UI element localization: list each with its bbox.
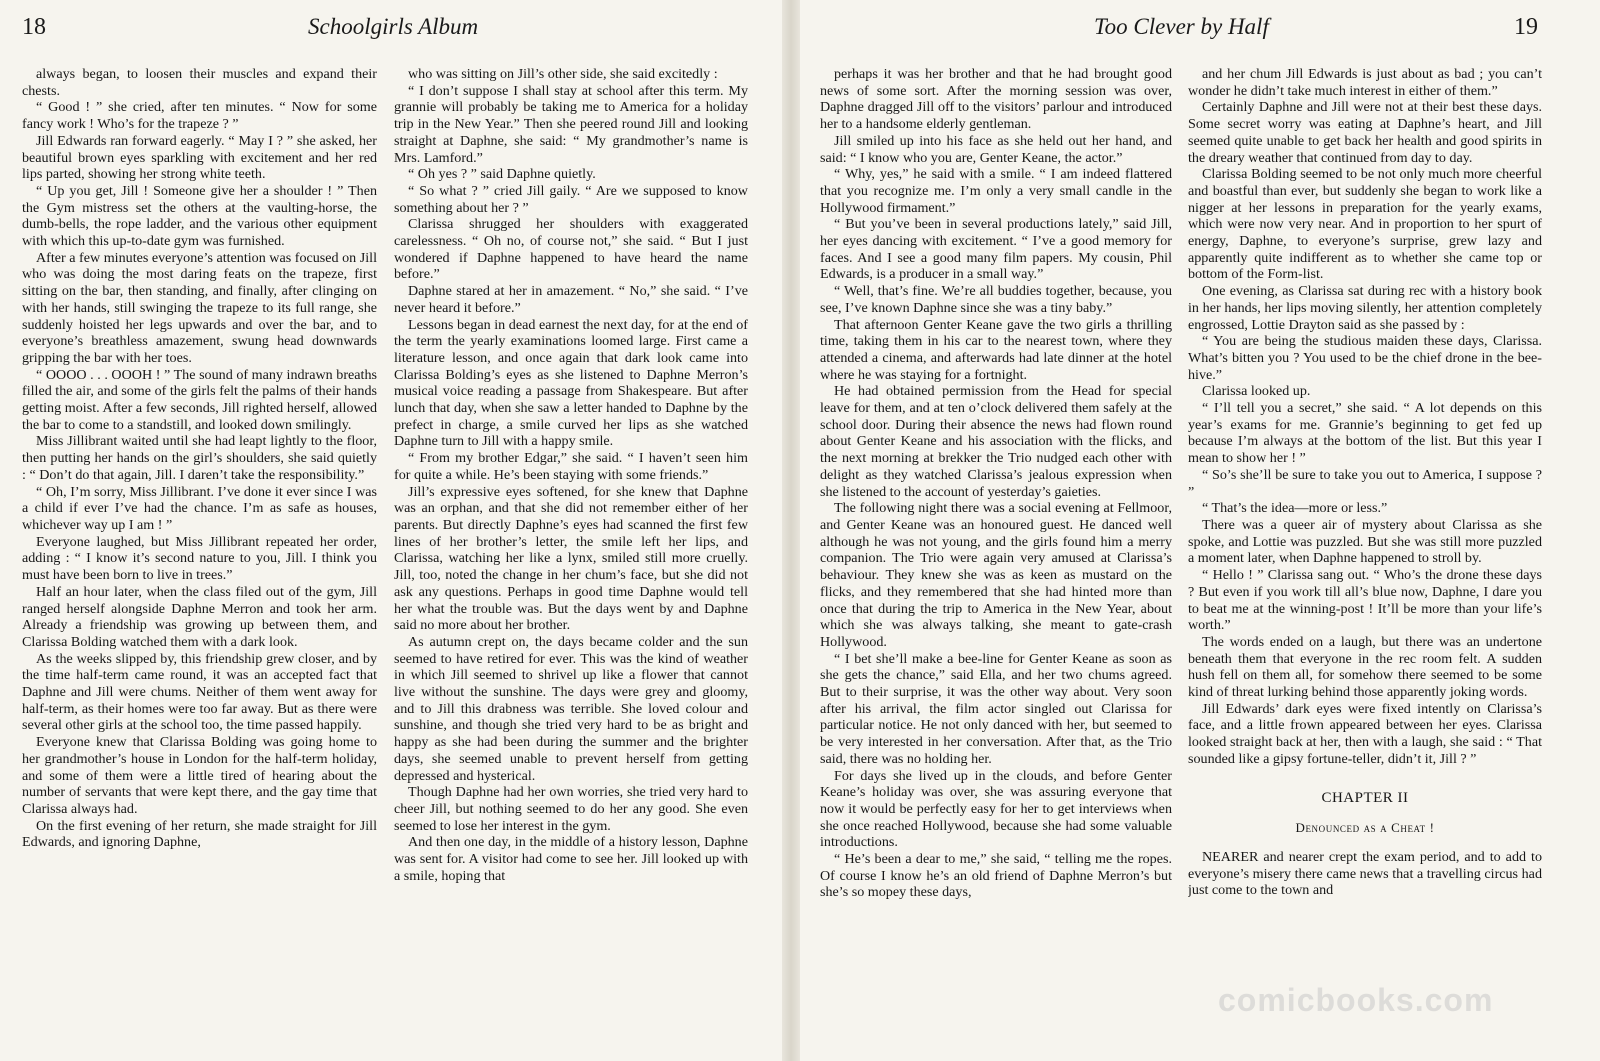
paragraph: “ Why, yes,” he said with a smile. “ I am indeed flattered that you recognize me. I’m only a very small candle in the Hollywood firmament.” (820, 166, 1172, 216)
paragraph: “ Good ! ” she cried, after ten minutes. “ Now for some fancy work ! Who’s for the trapeze ? ” (22, 99, 377, 133)
paragraph: One evening, as Clarissa sat during rec with a history book in her hands, her lips moving silently, her attention completely engrossed, Lottie Drayton said as she passed by : (1188, 283, 1542, 333)
text-column-3 (820, 66, 1172, 1046)
paragraph: As autumn crept on, the days became colder and the sun seemed to have retired for ever. This was the kind of weather in which Jill seemed to shrivel up like a flower that cannot live without the sunshine. The days were grey and gloomy, and to Jill this drabness was terrible. She loved colour and sunshine, and though she tried very hard to be as bright and happy as she had been during the summer and the brighter days, she seemed unable to prevent herself from getting depressed and hysterical. (394, 633, 748, 784)
paragraph: “ OOOO . . . OOOH ! ” The sound of many indrawn breaths filled the air, and some of the girls felt the palms of their hands getting moist. After a few seconds, Jill righted herself, allowed the bar to come to a standstill, and looked down smilingly. (22, 366, 377, 433)
paragraph: always began, to loosen their muscles and expand their chests. (22, 66, 377, 99)
paragraph: “ Well, that’s fine. We’re all buddies together, because, you see, I’ve known Daphne since she was a tiny baby.” (820, 283, 1172, 316)
column-4-paragraphs (1188, 66, 1542, 768)
paragraph: “ Hello ! ” Clarissa sang out. “ Who’s the drone these days ? But even if you work till all’s blue now, Daphne, I dare you to beat me at the winning-post ! It’ll be more than your life’s worth.” (1188, 567, 1542, 634)
paragraph: Miss Jillibrant waited until she had leapt lightly to the floor, then putting her hands on the girl’s shoulders, she said quietly : “ Don’t do that again, Jill. I daren’t take the responsibility.” (22, 433, 377, 483)
left-page (0, 0, 782, 1061)
page-number-right: 19 (1514, 14, 1538, 40)
paragraph: Jill Edwards ran forward eagerly. “ May I ? ” she asked, her beautiful brown eyes sparkling with excitement and her red lips parted, showing her strong white teeth. (22, 132, 377, 183)
paragraph: “ Oh yes ? ” said Daphne quietly. (408, 166, 596, 183)
text-column-2 (394, 66, 748, 1046)
page-number-left: 18 (22, 14, 46, 40)
paragraph: and her chum Jill Edwards is just about as bad ; you can’t wonder he didn’t take much interest in either of them.” (1188, 66, 1542, 99)
running-title-left: Schoolgirls Album (308, 14, 479, 39)
paragraph: perhaps it was her brother and that he had brought good news of some sort. After the morning session was over, Daphne dragged Jill off to the visitors’ parlour and introduced her to a handsome elderly gentleman. (820, 66, 1172, 133)
paragraph: Clarissa looked up. (1202, 383, 1311, 400)
paragraph: For days she lived up in the clouds, and before Genter Keane’s holiday was over, she was assuring everyone that now it would be perfectly easy for her to get interviews when she once reached Hollywood, because she had some valuable introductions. (820, 767, 1172, 851)
paragraph: “ Up you get, Jill ! Someone give her a shoulder ! ” Then the Gym mistress set the others at the vaulting-horse, the dumb-bells, the rope ladder, and the various other equipment with which this up-to-date gym was furnished. (22, 182, 377, 250)
paragraph: That afternoon Genter Keane gave the two girls a thrilling time, taking them in his car to the nearest town, where they attended a cinema, and afterwards had late dinner at the hotel where he was staying for a fortnight. (820, 316, 1172, 383)
chapter-heading: CHAPTER II (1321, 789, 1409, 806)
paragraph: “ He’s been a dear to me,” she said, “ telling me the ropes. Of course I know he’s an old friend of Daphne Merron’s but she’s so mopey these days, (820, 851, 1172, 901)
paragraph: Daphne stared at her in amazement. “ No,” she said. “ I’ve never heard it before.” (394, 283, 748, 316)
paragraph: who was sitting on Jill’s other side, she said excitedly : (408, 66, 718, 82)
paragraph: Clarissa Bolding seemed to be not only much more cheerful and boastful than ever, but suddenly she began to work like a nigger at her lessons in preparation for the yearly exams, which were now very near. And in proportion to her spurt of energy, Daphne, to everyone’s surprise, grew lazy and apparently quite indifferent as to whether she came top or bottom of the Form-list. (1188, 166, 1542, 283)
paragraph: “ I bet she’ll make a bee-line for Genter Keane as soon as she gets the chance,” said Ella, and her two chums agreed. But to their surprise, it was the other way about. Very soon after his arrival, the film actor singled out Clarissa for particular notice. He not only danced with her, but seemed to be very interested in her conversation. After that, as the Trio said, there was no holding her. (820, 650, 1172, 767)
paragraph: “ From my brother Edgar,” she said. “ I haven’t seen him for quite a while. He’s been staying with some friends.” (394, 450, 748, 483)
paragraph: Jill Edwards’ dark eyes were fixed intently on Clarissa’s face, and a little frown appeared between her eyes. Clarissa looked straight back at her, then with a laugh, she said : “ That sounded like a gipsy fortune-teller, didn’t it, Jill ? ” (1188, 700, 1542, 767)
paragraph: “ I don’t suppose I shall stay at school after this term. My grannie will probably be taking me to America for a holiday trip in the New Year.” Then she peered round Jill and looking straight at Daphne, she said: “ My grandmother’s name is Mrs. Lamford.” (394, 82, 748, 166)
paragraph: There was a queer air of mystery about Clarissa as she spoke, and Lottie was puzzled. But she was still more puzzled a moment later, when Daphne happened to stroll by. (1188, 516, 1542, 567)
paragraph: The following night there was a social evening at Fellmoor, and Genter Keane was an honoured guest. He danced well although he was not young, and the girls found him a merry companion. The Trio were again very amused at Clarissa’s behaviour. They knew she was as keen as mustard on the flicks, and they remembered that she had hinted more than once that during the trip to America in the New Year, about which she was always talking, she meant to gate-crash Hollywood. (820, 500, 1172, 650)
paragraph: Certainly Daphne and Jill were not at their best these days. Some secret worry was eating at Daphne’s heart, and Jill seemed quite unable to get back her health and good spirits in the dreary weather that continued from day to day. (1188, 99, 1542, 166)
paragraph: Half an hour later, when the class filed out of the gym, Jill ranged herself alongside Daphne Merron and took her arm. Already a friendship was growing up between them, and Clarissa Bolding watched them with a dark look. (22, 583, 377, 650)
paragraph: The words ended on a laugh, but there was an undertone beneath them that everyone in the rec room felt. A sudden hush fell on them all, for somehow there seemed to be some kind of threat lurking behind those apparently joking words. (1188, 633, 1542, 701)
watermark: comicbooks.com (1218, 982, 1494, 1018)
paragraph: “ So what ? ” cried Jill gaily. “ Are we supposed to know something about her ? ” (394, 182, 748, 216)
paragraph: “ Oh, I’m sorry, Miss Jillibrant. I’ve done it ever since I was a child if ever I’ve had the chance. I’m as safe as houses, whichever way up I am ! ” (22, 483, 377, 533)
paragraph: Though Daphne had her own worries, she tried very hard to cheer Jill, but nothing seemed to do her any good. She even seemed to lose her interest in the gym. (394, 784, 748, 834)
chapter-subtitle: Denounced as a Cheat ! (1295, 820, 1435, 836)
paragraph: He had obtained permission from the Head for special leave for them, and at ten o’clock delivered them safely at the school door. During their absence the news had flown round about Genter Keane and his association with the flicks, and the next morning at brekker the Trio nudged each other with delight as they watched Clarissa’s jealous expression when she listened to the account of yesterday’s gaieties. (820, 383, 1172, 500)
paragraph: And then one day, in the middle of a history lesson, Daphne was sent for. A visitor had come to see her. Jill looked up with a smile, hoping that (394, 834, 748, 884)
paragraph: “ But you’ve been in several productions lately,” said Jill, her eyes dancing with excitement. “ I’ve a good memory for faces. And I see a good many film papers. My cousin, Phil Edwards, is a producer in a small way.” (820, 216, 1172, 283)
paragraph: Everyone knew that Clarissa Bolding was going home to her grandmother’s house in London for the half-term holiday, and some of them were a little tired of hearing about the number of servants that were kept there, and the gay time that Clarissa always had. (22, 734, 377, 817)
text-column-1 (22, 66, 377, 1046)
chapter-opening-paragraph: NEARER and nearer crept the exam period, and to add to everyone’s misery there came news that a travelling circus had just come to the town and (1188, 848, 1542, 899)
paragraph: On the first evening of her return, she made straight for Jill Edwards, and ignoring Daphne, (22, 817, 377, 851)
running-title-right: Too Clever by Half (1094, 14, 1269, 39)
paragraph: “ I’ll tell you a secret,” she said. “ A lot depends on this year’s exams for me. Grannie’s beginning to get fed up because I’m always at the bottom of the list. But this year I mean to show her ! ” (1188, 400, 1542, 467)
paragraph: As the weeks slipped by, this friendship grew closer, and by the time half-term came round, it was an accepted fact that Daphne and Jill were chums. Neither of them went away for half-term, as their homes were too far away. But as there were several other girls at the school too, the time passed happily. (22, 650, 377, 734)
paragraph: Everyone laughed, but Miss Jillibrant repeated her order, adding : “ I know it’s second nature to you, Jill. I think you must have been born to live in trees.” (22, 533, 377, 584)
paragraph: “ That’s the idea—more or less.” (1202, 500, 1388, 517)
paragraph: “ You are being the studious maiden these days, Clarissa. What’s bitten you ? You used to be the chief drone in the bee-hive.” (1188, 333, 1542, 383)
paragraph: Jill’s expressive eyes softened, for she knew that Daphne was an orphan, and that she did not remember either of her parents. But directly Daphne’s eyes had scanned the first few lines of her brother’s letter, the smile left her lips, and Clarissa, watching her like a lynx, smiled still more cruelly. Jill, too, noted the change in her chum’s face, but she did not ask any questions. Perhaps in good time Daphne would tell her what the trouble was. But the days went by and Daphne said no more about her brother. (394, 483, 748, 634)
paragraph: Clarissa shrugged her shoulders with exaggerated carelessness. “ Oh no, of course not,” she said. “ But I just wondered if Daphne happened to have heard the name before.” (394, 216, 748, 283)
paragraph: After a few minutes everyone’s attention was focused on Jill who was doing the most daring feats on the trapeze, first sitting on the bar, then standing, and finally, after clinging on with her hands, still swinging the trapeze to its full range, she suddenly hoisted her legs upwards and over the bar, and to everyone’s breathless amazement, swung head downwards gripping the bar with her toes. (22, 249, 377, 366)
paragraph: Jill smiled up into his face as she held out her hand, and said: “ I know who you are, Genter Keane, the actor.” (820, 132, 1172, 166)
text-column-4 (1188, 66, 1542, 1046)
right-page (800, 0, 1600, 1061)
paragraph: Lessons began in dead earnest the next day, for at the end of the term the yearly examinations loomed large. First came a literature lesson, and once again that dark look came into Clarissa Bolding’s eyes as she listened to Daphne Merron’s musical voice reading a passage from Shakespeare. But after lunch that day, when she saw a letter handed to Daphne by the prefect in charge, a smile curved her lips as she watched Daphne turn to Jill with a happy smile. (394, 316, 748, 450)
book-gutter (782, 0, 800, 1061)
paragraph: “ So’s she’ll be sure to take you out to America, I suppose ? ” (1188, 466, 1542, 500)
